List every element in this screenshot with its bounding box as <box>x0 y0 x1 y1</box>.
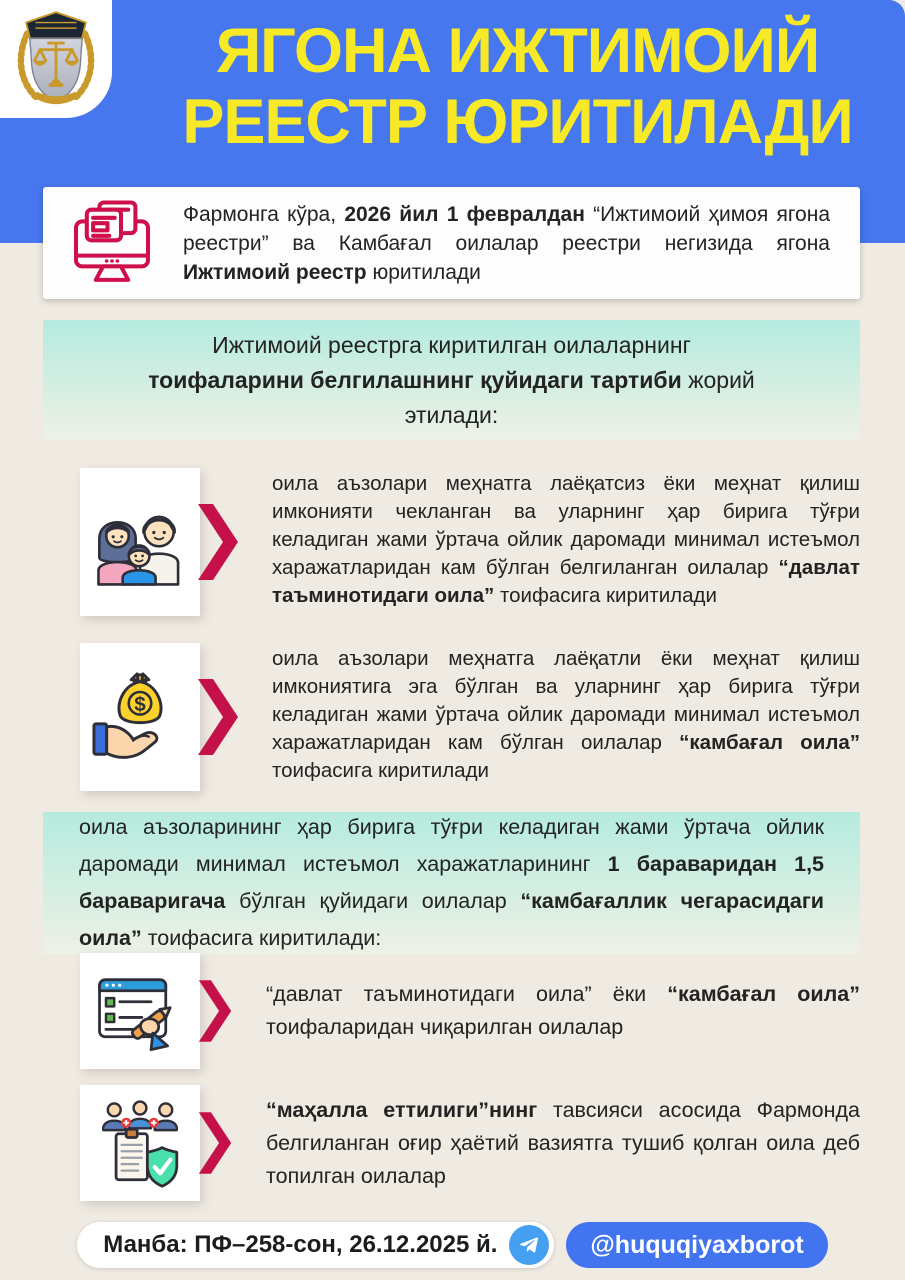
logo-card <box>0 0 112 118</box>
border-row-mahalla-families <box>80 1085 860 1201</box>
footer <box>0 1222 905 1268</box>
border-category-text: “давлат таъминотидаги оила” ёки “камбағал оила” тоифаларидан чиқарилган оилалар <box>266 982 860 1039</box>
decree-text: Фармонга кўра, 2026 йил 1 февралдан “Ижтимоий ҳимоя ягона реестри” ва Камбағал оилалар реестри негизида ягона Ижтимоий реестр юритилади <box>183 202 830 284</box>
border-intro-band <box>43 812 860 954</box>
icon-card <box>80 643 200 791</box>
icon-card <box>80 468 200 616</box>
category-row-state-supported-family <box>80 468 860 616</box>
category-text: оила аъзолари меҳнатга лаёқатсиз ёки меҳнат қилиш имконияти чекланган ва уларнинг ҳар бирига тўғри келадиган жами ўртача ойлик даромади минимал истеъмол харажатларидан кам бўлган белгиланган оилалар “давлат таъминотидаги оила” тоифасига киритилади <box>272 472 860 607</box>
telegram-icon <box>509 1225 549 1265</box>
source-pill <box>77 1222 554 1268</box>
border-intro-text: оила аъзоларининг ҳар бирига тўғри келадиган жами ўртача ойлик даромади минимал истеъмол харажатларининг 1 бараваридан 1,5 бараваригача бўлган қуйидаги оилалар “камбағаллик чегарасидаги оила” тоифасига киритилади: <box>79 815 824 950</box>
chevron-right-icon <box>198 1109 232 1177</box>
border-category-text: “маҳалла еттилиги”нинг тавсияси асосида Фармонда белгиланган оғир ҳаётий вазиятга тушиб қолган оила деб топилган оилалар <box>266 1097 860 1188</box>
mahalla-shield-icon <box>94 1097 186 1189</box>
title-line-2: РЕЕСТР ЮРИТИЛАДИ <box>182 87 853 158</box>
category-text: оила аъзолари меҳнатга лаёқатли ёки меҳнат қилиш имкониятига эга бўлган ва уларнинг ҳар бирига тўғри келадиган жами ўртача ойлик даромади минимал истеъмол харажатларидан кам бўлган оилалар “камбағал оила” тоифасига киритилади <box>272 647 860 782</box>
border-row-excluded-families <box>80 953 860 1069</box>
category-intro-text: Ижтимоий реестрга киритилган оилаларнинг тоифаларини белгилашнинг қуйидаги тартиби жорий этилади: <box>148 331 755 428</box>
channel-handle: @huquqiyaxborot <box>590 1230 804 1259</box>
checklist-pencil-icon <box>94 965 186 1057</box>
telegram-channel-pill[interactable] <box>566 1222 827 1268</box>
icon-card <box>80 953 200 1069</box>
justice-emblem-icon <box>14 7 98 109</box>
money-bag-hand-icon <box>91 668 189 766</box>
category-row-poor-family <box>80 643 860 791</box>
page-title <box>140 16 895 158</box>
monitor-documents-icon <box>67 197 157 289</box>
family-icon <box>88 497 192 587</box>
decree-card <box>43 187 860 299</box>
chevron-right-icon <box>198 977 232 1045</box>
title-line-1: ЯГОНА ИЖТИМОИЙ <box>215 16 820 86</box>
category-intro-band <box>43 320 860 440</box>
chevron-right-icon <box>198 500 238 584</box>
icon-card <box>80 1085 200 1201</box>
chevron-right-icon <box>198 675 238 759</box>
source-text: Манба: ПФ–258-сон, 26.12.2025 й. <box>103 1231 498 1258</box>
svg-text:$: $ <box>134 693 146 717</box>
